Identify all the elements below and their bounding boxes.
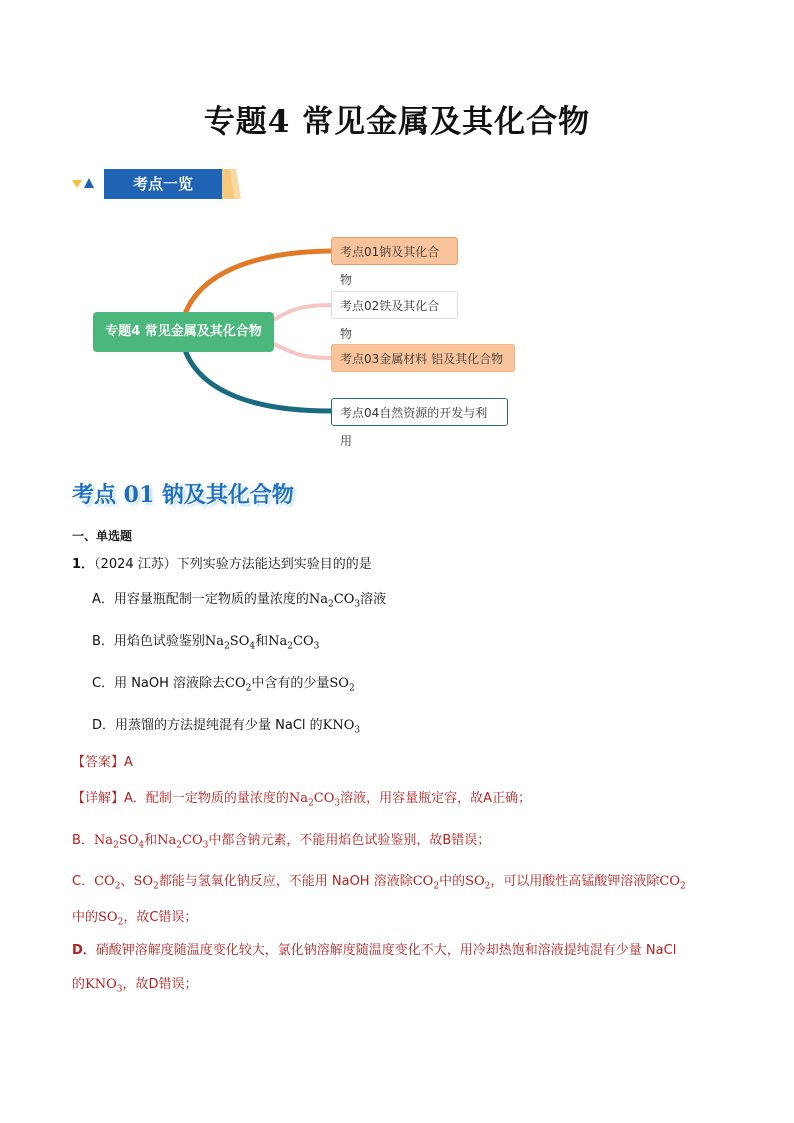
mindmap-branches	[0, 0, 794, 440]
mindmap-node-4: 考点04自然资源的开发与利用	[331, 398, 508, 426]
explain-a: 【详解】A．配制一定物质的量浓度的$Na_2CO_3$溶液，用容量瓶定容，故A正确；	[72, 791, 532, 809]
explain-d-line2: 的$KNO_3$，故D错误；	[72, 977, 198, 995]
mindmap-root: 专题4 常见金属及其化合物	[93, 312, 274, 352]
kaodian-label: 考点一览	[104, 169, 222, 199]
mindmap-node-3: 考点03金属材料 铝及其化合物	[331, 344, 515, 372]
option-d: D．用蒸馏的方法提纯混有少量 NaCl 的$KNO_3$	[92, 718, 361, 736]
answer: 【答案】A	[72, 755, 133, 770]
explain-b: B．$Na_2SO_4$和$Na_2CO_3$中都含钠元素，不能用焰色试验鉴别，故B错误；	[72, 833, 491, 851]
explain-c-line1: C．$CO_2$、$SO_2$都能与氢氧化钠反应，不能用 NaOH 溶液除$CO_2$中的$SO_2$，可以用酸性高锰酸钾溶液除$CO_2$	[72, 874, 686, 892]
question-stem: 1．（2024 江苏）下列实验方法能达到实验目的的是	[72, 557, 372, 572]
explain-d-line1: D．硝酸钾溶解度随温度变化较大，氯化钠溶解度随温度变化不大，用冷却热饱和溶液提纯混有少量 NaCl	[72, 943, 677, 958]
explain-c-line2: 中的$SO_2$，故C错误；	[72, 910, 198, 928]
mindmap-node-2: 考点02铁及其化合物	[331, 291, 458, 319]
mindmap	[0, 0, 794, 448]
sub-heading: 一、单选题	[72, 529, 133, 543]
section-heading: 考点 01 钠及其化合物	[72, 482, 294, 508]
option-a: A．用容量瓶配制一定物质的量浓度的$Na_2CO_3$溶液	[92, 592, 387, 610]
option-b: B．用焰色试验鉴别$Na_2SO_4$和$Na_2CO_3$	[92, 634, 320, 652]
mindmap-node-1: 考点01钠及其化合物	[331, 237, 458, 265]
option-c: C．用 NaOH 溶液除去$CO_2$中含有的少量$SO_2$	[92, 676, 355, 694]
page-title: 专题4 常见金属及其化合物	[203, 104, 591, 140]
